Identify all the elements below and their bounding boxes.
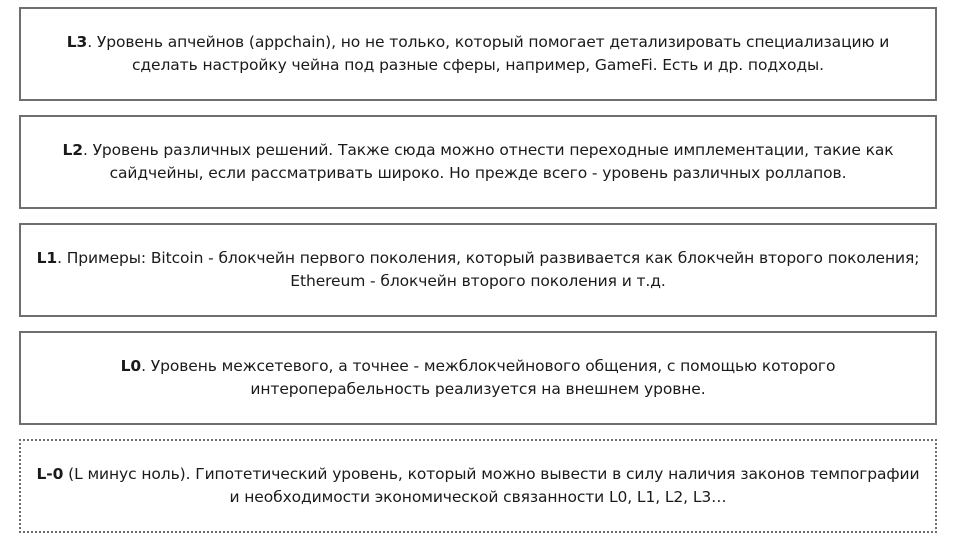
- layer-l-minus-0-description: [35, 463, 921, 509]
- layer-l0-description: [35, 355, 921, 401]
- layer-l1-label: L1: [36, 249, 58, 267]
- layer-l0-text: . Уровень межсетевого, а точнее - межблокчейнового общения, с помощью которого интероперабельность реализуется на внешнем уровне.: [141, 357, 836, 398]
- layer-l3-text: . Уровень апчейнов (appchain), но не только, который помогает детализировать специализацию и сделать настройку чейна под разные сферы, например, GameFi. Есть и др. подходы.: [87, 33, 890, 74]
- layer-l2-description: [35, 139, 921, 185]
- layer-l3-box: [19, 7, 937, 101]
- layer-l1-description: [35, 247, 921, 293]
- layer-l1-text: . Примеры: Bitcoin - блокчейн первого поколения, который развивается как блокчейн второго поколения; Ethereum - блокчейн второго поколения и т.д.: [57, 249, 920, 290]
- layer-l2-box: [19, 115, 937, 209]
- layer-l-minus-0-box: [19, 439, 937, 533]
- layer-l0-box: [19, 331, 937, 425]
- layer-l3-description: [35, 31, 921, 77]
- layer-l0-label: L0: [120, 357, 142, 375]
- layer-l3-label: L3: [66, 33, 88, 51]
- layer-l-minus-0-label: L-0: [36, 465, 64, 483]
- layer-l2-text: . Уровень различных решений. Также сюда можно отнести переходные имплементации, такие как сайдчейны, если рассматривать широко. Но прежде всего - уровень различных роллапов.: [82, 141, 894, 182]
- layer-l1-box: [19, 223, 937, 317]
- layer-l-minus-0-text: (L минус ноль). Гипотетический уровень, который можно вывести в силу наличия законов темпографии и необходимости экономической связанности L0, L1, L2, L3…: [63, 465, 920, 506]
- layer-l2-label: L2: [62, 141, 83, 159]
